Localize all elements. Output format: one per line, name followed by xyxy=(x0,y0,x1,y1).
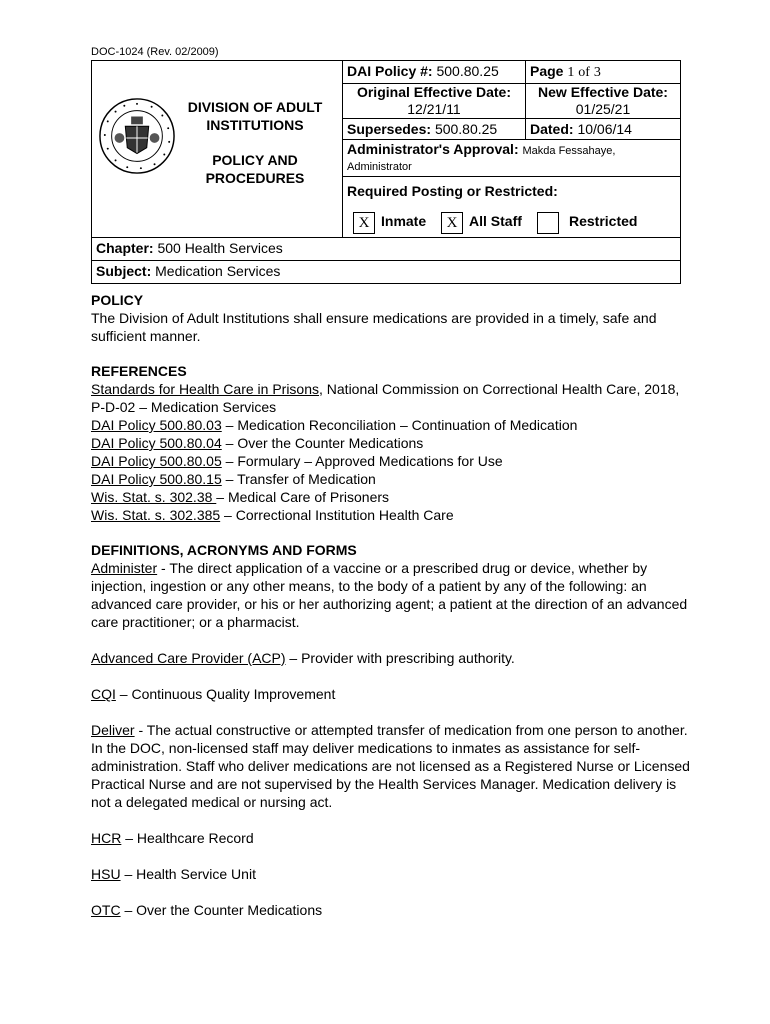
definition-item: Deliver - The actual constructive or attempted transfer of medication from one person to another. In the DOC, non-licensed staff may deliver medications to inmates as assistance for self-administration. Staff who deliver medications are not licensed as a Registered Nurse or Licensed Practical Nurse and are not supervised by the Health Services Manager. Medication delivery is not a delegated medical or nursing act. xyxy=(91,722,690,810)
definition-item: OTC – Over the Counter Medications xyxy=(91,902,323,918)
agency-cell xyxy=(92,61,343,238)
reference-item: Standards for Health Care in Prisons, National Commission on Correctional Health Care, 2018, P-D-02 – Medication Services xyxy=(91,381,680,415)
division-title: DIVISION OF ADULT INSTITUTIONS xyxy=(187,99,323,133)
reference-link[interactable]: Wis. Stat. s. 302.38 xyxy=(91,489,217,505)
definition-term: Deliver xyxy=(91,722,135,738)
policy-text: The Division of Adult Institutions shall ensure medications are provided in a timely, safe and sufficient manner. xyxy=(91,310,657,344)
posting-label: Required Posting or Restricted: xyxy=(347,183,558,199)
reference-item: DAI Policy 500.80.03 – Medication Reconciliation – Continuation of Medication xyxy=(91,417,578,433)
definition-item: HCR – Healthcare Record xyxy=(91,830,254,846)
definition-term: CQI xyxy=(91,686,116,702)
reference-link[interactable]: DAI Policy 500.80.15 xyxy=(91,471,222,487)
reference-link[interactable]: Wis. Stat. s. 302.385 xyxy=(91,507,221,523)
reference-link[interactable]: DAI Policy 500.80.04 xyxy=(91,435,222,451)
document-type: POLICY AND PROCEDURES xyxy=(205,152,305,186)
page-cell: Page 1 of 3 xyxy=(526,61,681,84)
reference-link[interactable]: Standards for Health Care in Prisons xyxy=(91,381,319,397)
definition-term: OTC xyxy=(91,902,121,918)
definition-item: Administer - The direct application of a vaccine or a prescribed drug or device, whether by injection, ingestion or any other means, to the body of a patient by any of the following: an advanced care provider, or his or her authorizing agent; a patient at the direction of an advanced care practitioner; or a pharmacist. xyxy=(91,560,688,630)
department-seal-icon xyxy=(98,97,176,175)
restricted-label: Restricted xyxy=(569,213,638,229)
reference-link[interactable]: DAI Policy 500.80.05 xyxy=(91,453,222,469)
reference-item: Wis. Stat. s. 302.38 – Medical Care of Prisoners xyxy=(91,489,390,505)
inmate-label: Inmate xyxy=(381,213,427,229)
inmate-checkbox[interactable]: X xyxy=(353,212,375,234)
policy-header-table xyxy=(91,60,681,284)
policy-heading: POLICY xyxy=(91,292,144,308)
references-heading: REFERENCES xyxy=(91,363,187,379)
definitions-heading: DEFINITIONS, ACRONYMS AND FORMS xyxy=(91,542,357,558)
chapter-cell: Chapter: 500 Health Services xyxy=(92,238,681,261)
reference-item: DAI Policy 500.80.04 – Over the Counter Medications xyxy=(91,435,424,451)
reference-item: DAI Policy 500.80.05 – Formulary – Approved Medications for Use xyxy=(91,453,503,469)
reference-item: DAI Policy 500.80.15 – Transfer of Medication xyxy=(91,471,376,487)
restricted-checkbox[interactable] xyxy=(537,212,559,234)
reference-item: Wis. Stat. s. 302.385 – Correctional Institution Health Care xyxy=(91,507,454,523)
definition-term: HSU xyxy=(91,866,121,882)
subject-cell: Subject: Medication Services xyxy=(92,261,681,284)
definition-term: Administer xyxy=(91,560,158,576)
definition-term: HCR xyxy=(91,830,122,846)
all-staff-checkbox[interactable]: X xyxy=(441,212,463,234)
original-date-cell: Original Effective Date: 12/21/11 xyxy=(343,84,526,119)
approval-cell: Administrator's Approval: Makda Fessahaye, Administrator xyxy=(343,140,681,177)
definitions-section xyxy=(91,541,691,919)
references-section xyxy=(91,362,691,524)
new-date-cell: New Effective Date: 01/25/21 xyxy=(526,84,681,119)
definition-term: Advanced Care Provider (ACP) xyxy=(91,650,286,666)
definition-item: CQI – Continuous Quality Improvement xyxy=(91,686,336,702)
policy-section xyxy=(91,291,691,345)
supersedes-cell: Supersedes: 500.80.25 xyxy=(343,119,526,140)
reference-link[interactable]: DAI Policy 500.80.03 xyxy=(91,417,222,433)
dated-cell: Dated: 10/06/14 xyxy=(526,119,681,140)
definition-item: HSU – Health Service Unit xyxy=(91,866,256,882)
definition-item: Advanced Care Provider (ACP) – Provider with prescribing authority. xyxy=(91,650,515,666)
posting-cell xyxy=(343,177,681,238)
form-number: DOC-1024 (Rev. 02/2009) xyxy=(91,46,219,58)
all-staff-label: All Staff xyxy=(469,213,522,229)
policy-number-cell: DAI Policy #: 500.80.25 xyxy=(343,61,526,84)
